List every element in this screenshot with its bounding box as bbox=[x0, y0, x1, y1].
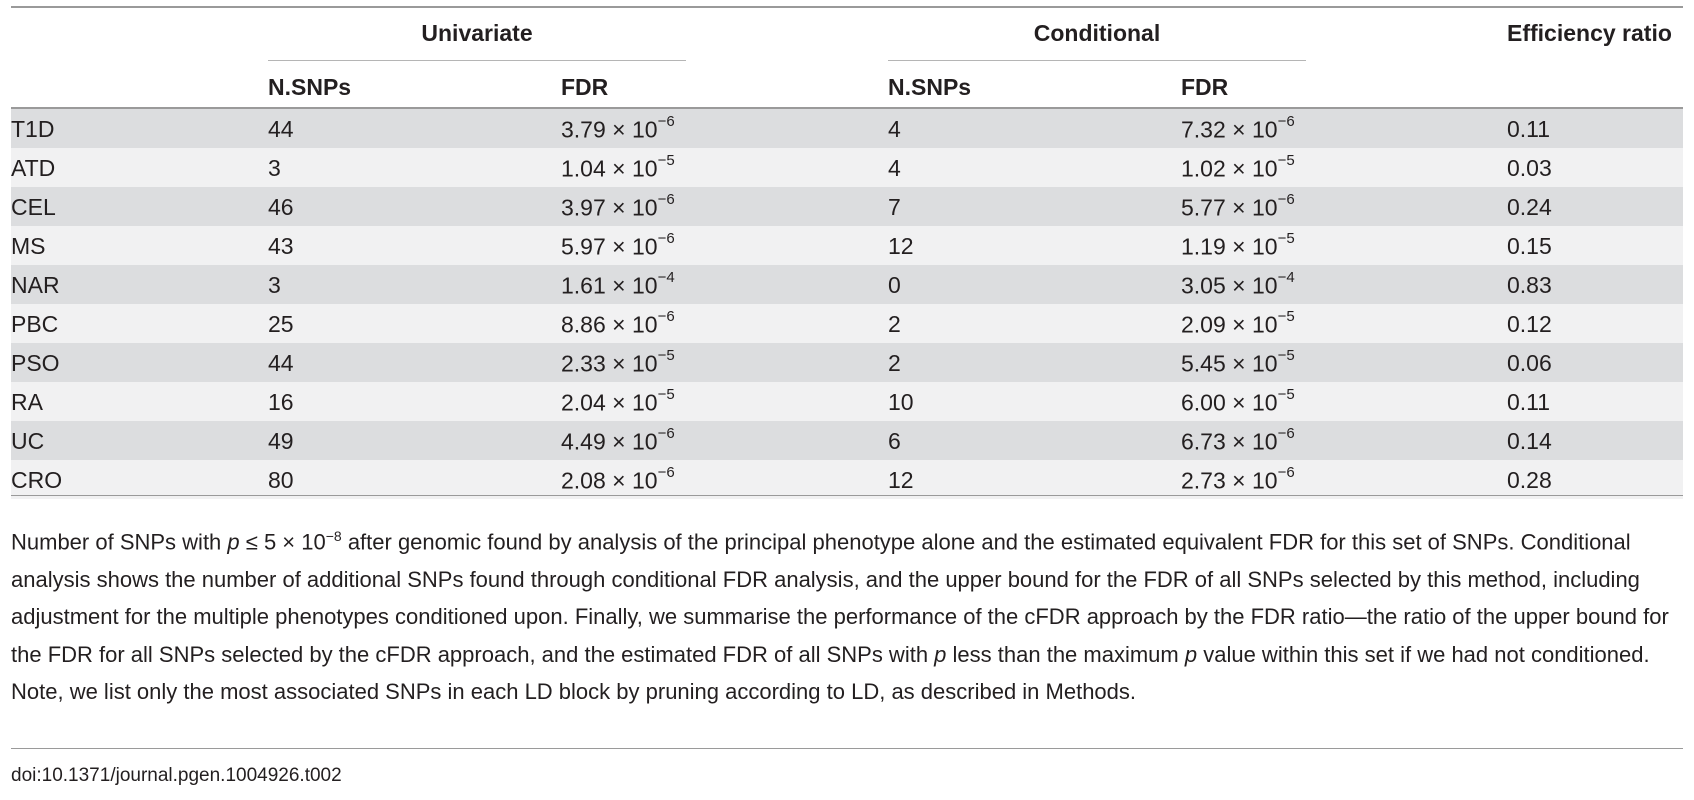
cell-trait: RA bbox=[11, 389, 43, 415]
fdr-exponent: −5 bbox=[1277, 347, 1295, 364]
cell-trait: PSO bbox=[11, 350, 60, 376]
group-underline-conditional bbox=[888, 60, 1306, 61]
cell-univariate-fdr bbox=[561, 113, 675, 144]
cell-conditional-fdr bbox=[1181, 347, 1295, 378]
cell-conditional-nsnps: 12 bbox=[888, 233, 914, 259]
cell-conditional-fdr bbox=[1181, 152, 1295, 183]
footer-rule bbox=[11, 748, 1683, 749]
cell-trait: UC bbox=[11, 428, 45, 454]
fdr-mantissa: 2.73 × 10 bbox=[1181, 467, 1278, 494]
caption-text-3: after genomic found by analysis of the principal phenotype alone and the estimated equivalent FDR for this set of SNPs. Conditional analysis shows the number of additional SNPs found through conditional FDR analysis, and the upper bound for the FDR of all SNPs selected by this method, including adjustment for the multiple phenotypes conditioned upon. Finally, we summarise the performance of the cFDR approach by the FDR ratio—the ratio of the upper bound for the FDR for all SNPs selected by the cFDR approach, and the estimated FDR of all SNPs with bbox=[11, 529, 1669, 667]
caption-text-1: Number of SNPs with bbox=[11, 529, 228, 555]
table-row bbox=[11, 187, 1683, 226]
fdr-exponent: −5 bbox=[657, 152, 675, 169]
cell-univariate-nsnps: 16 bbox=[268, 389, 294, 415]
cell-trait: PBC bbox=[11, 311, 59, 337]
caption-text-5: value within this set if we had not conditioned. Note, we list only the most associated SNPs in each LD block by pruning according to LD, as described in Methods. bbox=[11, 641, 1650, 705]
cell-conditional-fdr bbox=[1181, 269, 1295, 300]
fdr-exponent: −6 bbox=[1277, 113, 1295, 130]
cell-conditional-fdr bbox=[1181, 230, 1295, 261]
cell-conditional-fdr bbox=[1181, 386, 1295, 417]
header-univariate-fdr: FDR bbox=[561, 74, 609, 100]
cell-conditional-nsnps: 4 bbox=[888, 155, 901, 181]
header-conditional-fdr: FDR bbox=[1181, 74, 1229, 100]
cell-trait: NAR bbox=[11, 272, 60, 298]
fdr-exponent: −6 bbox=[657, 464, 675, 481]
cell-trait: T1D bbox=[11, 116, 55, 142]
table-top-rule bbox=[11, 6, 1683, 8]
fdr-exponent: −5 bbox=[1277, 308, 1295, 325]
table-row bbox=[11, 382, 1683, 421]
fdr-exponent: −5 bbox=[657, 347, 675, 364]
cell-univariate-fdr bbox=[561, 269, 675, 300]
group-header-conditional: Conditional bbox=[1033, 20, 1161, 46]
fdr-exponent: −6 bbox=[657, 425, 675, 442]
cell-efficiency-ratio: 0.03 bbox=[1507, 155, 1552, 181]
cell-univariate-nsnps: 46 bbox=[268, 194, 294, 220]
cell-univariate-nsnps: 44 bbox=[268, 116, 294, 142]
fdr-mantissa: 2.09 × 10 bbox=[1181, 311, 1278, 338]
table-row bbox=[11, 148, 1683, 187]
fdr-mantissa: 5.45 × 10 bbox=[1181, 350, 1278, 377]
cell-conditional-nsnps: 12 bbox=[888, 467, 914, 493]
doi-text: doi:10.1371/journal.pgen.1004926.t002 bbox=[11, 765, 342, 786]
table-bottom-rule bbox=[11, 495, 1683, 496]
fdr-exponent: −4 bbox=[1277, 269, 1295, 286]
fdr-exponent: −5 bbox=[1277, 386, 1295, 403]
table-caption bbox=[11, 518, 1683, 711]
caption-exponent: −8 bbox=[325, 528, 342, 544]
fdr-exponent: −6 bbox=[1277, 191, 1295, 208]
cell-univariate-fdr bbox=[561, 230, 675, 261]
cell-efficiency-ratio: 0.83 bbox=[1507, 272, 1552, 298]
fdr-exponent: −6 bbox=[657, 308, 675, 325]
cell-univariate-nsnps: 3 bbox=[268, 272, 281, 298]
fdr-exponent: −6 bbox=[1277, 425, 1295, 442]
cell-conditional-fdr bbox=[1181, 464, 1295, 495]
table-row bbox=[11, 460, 1683, 499]
table-row bbox=[11, 265, 1683, 304]
cell-efficiency-ratio: 0.11 bbox=[1507, 389, 1551, 415]
cell-trait: MS bbox=[11, 233, 46, 259]
cell-conditional-nsnps: 2 bbox=[888, 311, 901, 337]
cell-efficiency-ratio: 0.06 bbox=[1507, 350, 1552, 376]
caption-text-2: ≤ 5 × 10 bbox=[239, 529, 326, 555]
cell-univariate-nsnps: 43 bbox=[268, 233, 294, 259]
table-row bbox=[11, 421, 1683, 460]
fdr-exponent: −6 bbox=[657, 113, 675, 130]
cell-efficiency-ratio: 0.24 bbox=[1507, 194, 1552, 220]
header-univariate-nsnps: N.SNPs bbox=[268, 74, 352, 100]
fdr-mantissa: 1.61 × 10 bbox=[561, 272, 658, 299]
cell-conditional-nsnps: 2 bbox=[888, 350, 901, 376]
header-efficiency-ratio: Efficiency ratio bbox=[1507, 20, 1672, 46]
fdr-exponent: −6 bbox=[657, 230, 675, 247]
fdr-exponent: −5 bbox=[1277, 230, 1295, 247]
fdr-mantissa: 6.00 × 10 bbox=[1181, 389, 1278, 416]
header-conditional-nsnps: N.SNPs bbox=[888, 74, 972, 100]
cell-conditional-nsnps: 7 bbox=[888, 194, 901, 220]
fdr-mantissa: 1.19 × 10 bbox=[1181, 233, 1278, 260]
table-body bbox=[11, 109, 1683, 499]
cell-univariate-fdr bbox=[561, 425, 675, 456]
table-row bbox=[11, 109, 1683, 148]
cell-conditional-nsnps: 10 bbox=[888, 389, 914, 415]
fdr-mantissa: 5.77 × 10 bbox=[1181, 194, 1278, 221]
cell-univariate-fdr bbox=[561, 152, 675, 183]
fdr-mantissa: 5.97 × 10 bbox=[561, 233, 658, 260]
cell-univariate-fdr bbox=[561, 347, 675, 378]
cell-efficiency-ratio: 0.28 bbox=[1507, 467, 1552, 493]
cell-conditional-fdr bbox=[1181, 308, 1295, 339]
fdr-exponent: −5 bbox=[1277, 152, 1295, 169]
cell-univariate-fdr bbox=[561, 191, 675, 222]
fdr-mantissa: 6.73 × 10 bbox=[1181, 428, 1278, 455]
cell-efficiency-ratio: 0.11 bbox=[1507, 116, 1551, 142]
cell-univariate-nsnps: 44 bbox=[268, 350, 294, 376]
cell-univariate-nsnps: 80 bbox=[268, 467, 294, 493]
cell-conditional-nsnps: 6 bbox=[888, 428, 901, 454]
caption-text-4: less than the maximum bbox=[946, 641, 1185, 667]
cell-trait: CEL bbox=[11, 194, 56, 220]
fdr-mantissa: 2.08 × 10 bbox=[561, 467, 658, 494]
fdr-mantissa: 3.79 × 10 bbox=[561, 116, 658, 143]
table-row bbox=[11, 304, 1683, 343]
cell-trait: CRO bbox=[11, 467, 63, 493]
cell-efficiency-ratio: 0.15 bbox=[1507, 233, 1552, 259]
cell-efficiency-ratio: 0.12 bbox=[1507, 311, 1552, 337]
cell-conditional-fdr bbox=[1181, 113, 1295, 144]
fdr-mantissa: 3.97 × 10 bbox=[561, 194, 658, 221]
fdr-mantissa: 8.86 × 10 bbox=[561, 311, 658, 338]
caption-p-symbol: p bbox=[934, 641, 947, 667]
fdr-mantissa: 1.04 × 10 bbox=[561, 155, 658, 182]
fdr-exponent: −6 bbox=[1277, 464, 1295, 481]
table-row bbox=[11, 226, 1683, 265]
fdr-exponent: −4 bbox=[657, 269, 675, 286]
fdr-mantissa: 3.05 × 10 bbox=[1181, 272, 1278, 299]
fdr-mantissa: 1.02 × 10 bbox=[1181, 155, 1278, 182]
fdr-mantissa: 4.49 × 10 bbox=[561, 428, 658, 455]
cell-conditional-nsnps: 0 bbox=[888, 272, 901, 298]
cell-univariate-nsnps: 25 bbox=[268, 311, 294, 337]
cell-univariate-fdr bbox=[561, 386, 675, 417]
fdr-exponent: −5 bbox=[657, 386, 675, 403]
cell-univariate-fdr bbox=[561, 308, 675, 339]
group-underline-univariate bbox=[268, 60, 686, 61]
caption-p-symbol: p bbox=[227, 529, 240, 555]
cell-conditional-fdr bbox=[1181, 191, 1295, 222]
fdr-mantissa: 2.33 × 10 bbox=[561, 350, 658, 377]
cell-univariate-nsnps: 3 bbox=[268, 155, 281, 181]
cell-univariate-nsnps: 49 bbox=[268, 428, 294, 454]
cell-efficiency-ratio: 0.14 bbox=[1507, 428, 1552, 454]
fdr-mantissa: 2.04 × 10 bbox=[561, 389, 658, 416]
caption-p-symbol: p bbox=[1184, 641, 1198, 667]
group-header-univariate: Univariate bbox=[421, 20, 533, 46]
cell-univariate-fdr bbox=[561, 464, 675, 495]
cell-conditional-fdr bbox=[1181, 425, 1295, 456]
fdr-exponent: −6 bbox=[657, 191, 675, 208]
table-row bbox=[11, 343, 1683, 382]
cell-conditional-nsnps: 4 bbox=[888, 116, 901, 142]
cell-trait: ATD bbox=[11, 155, 56, 181]
fdr-mantissa: 7.32 × 10 bbox=[1181, 116, 1278, 143]
